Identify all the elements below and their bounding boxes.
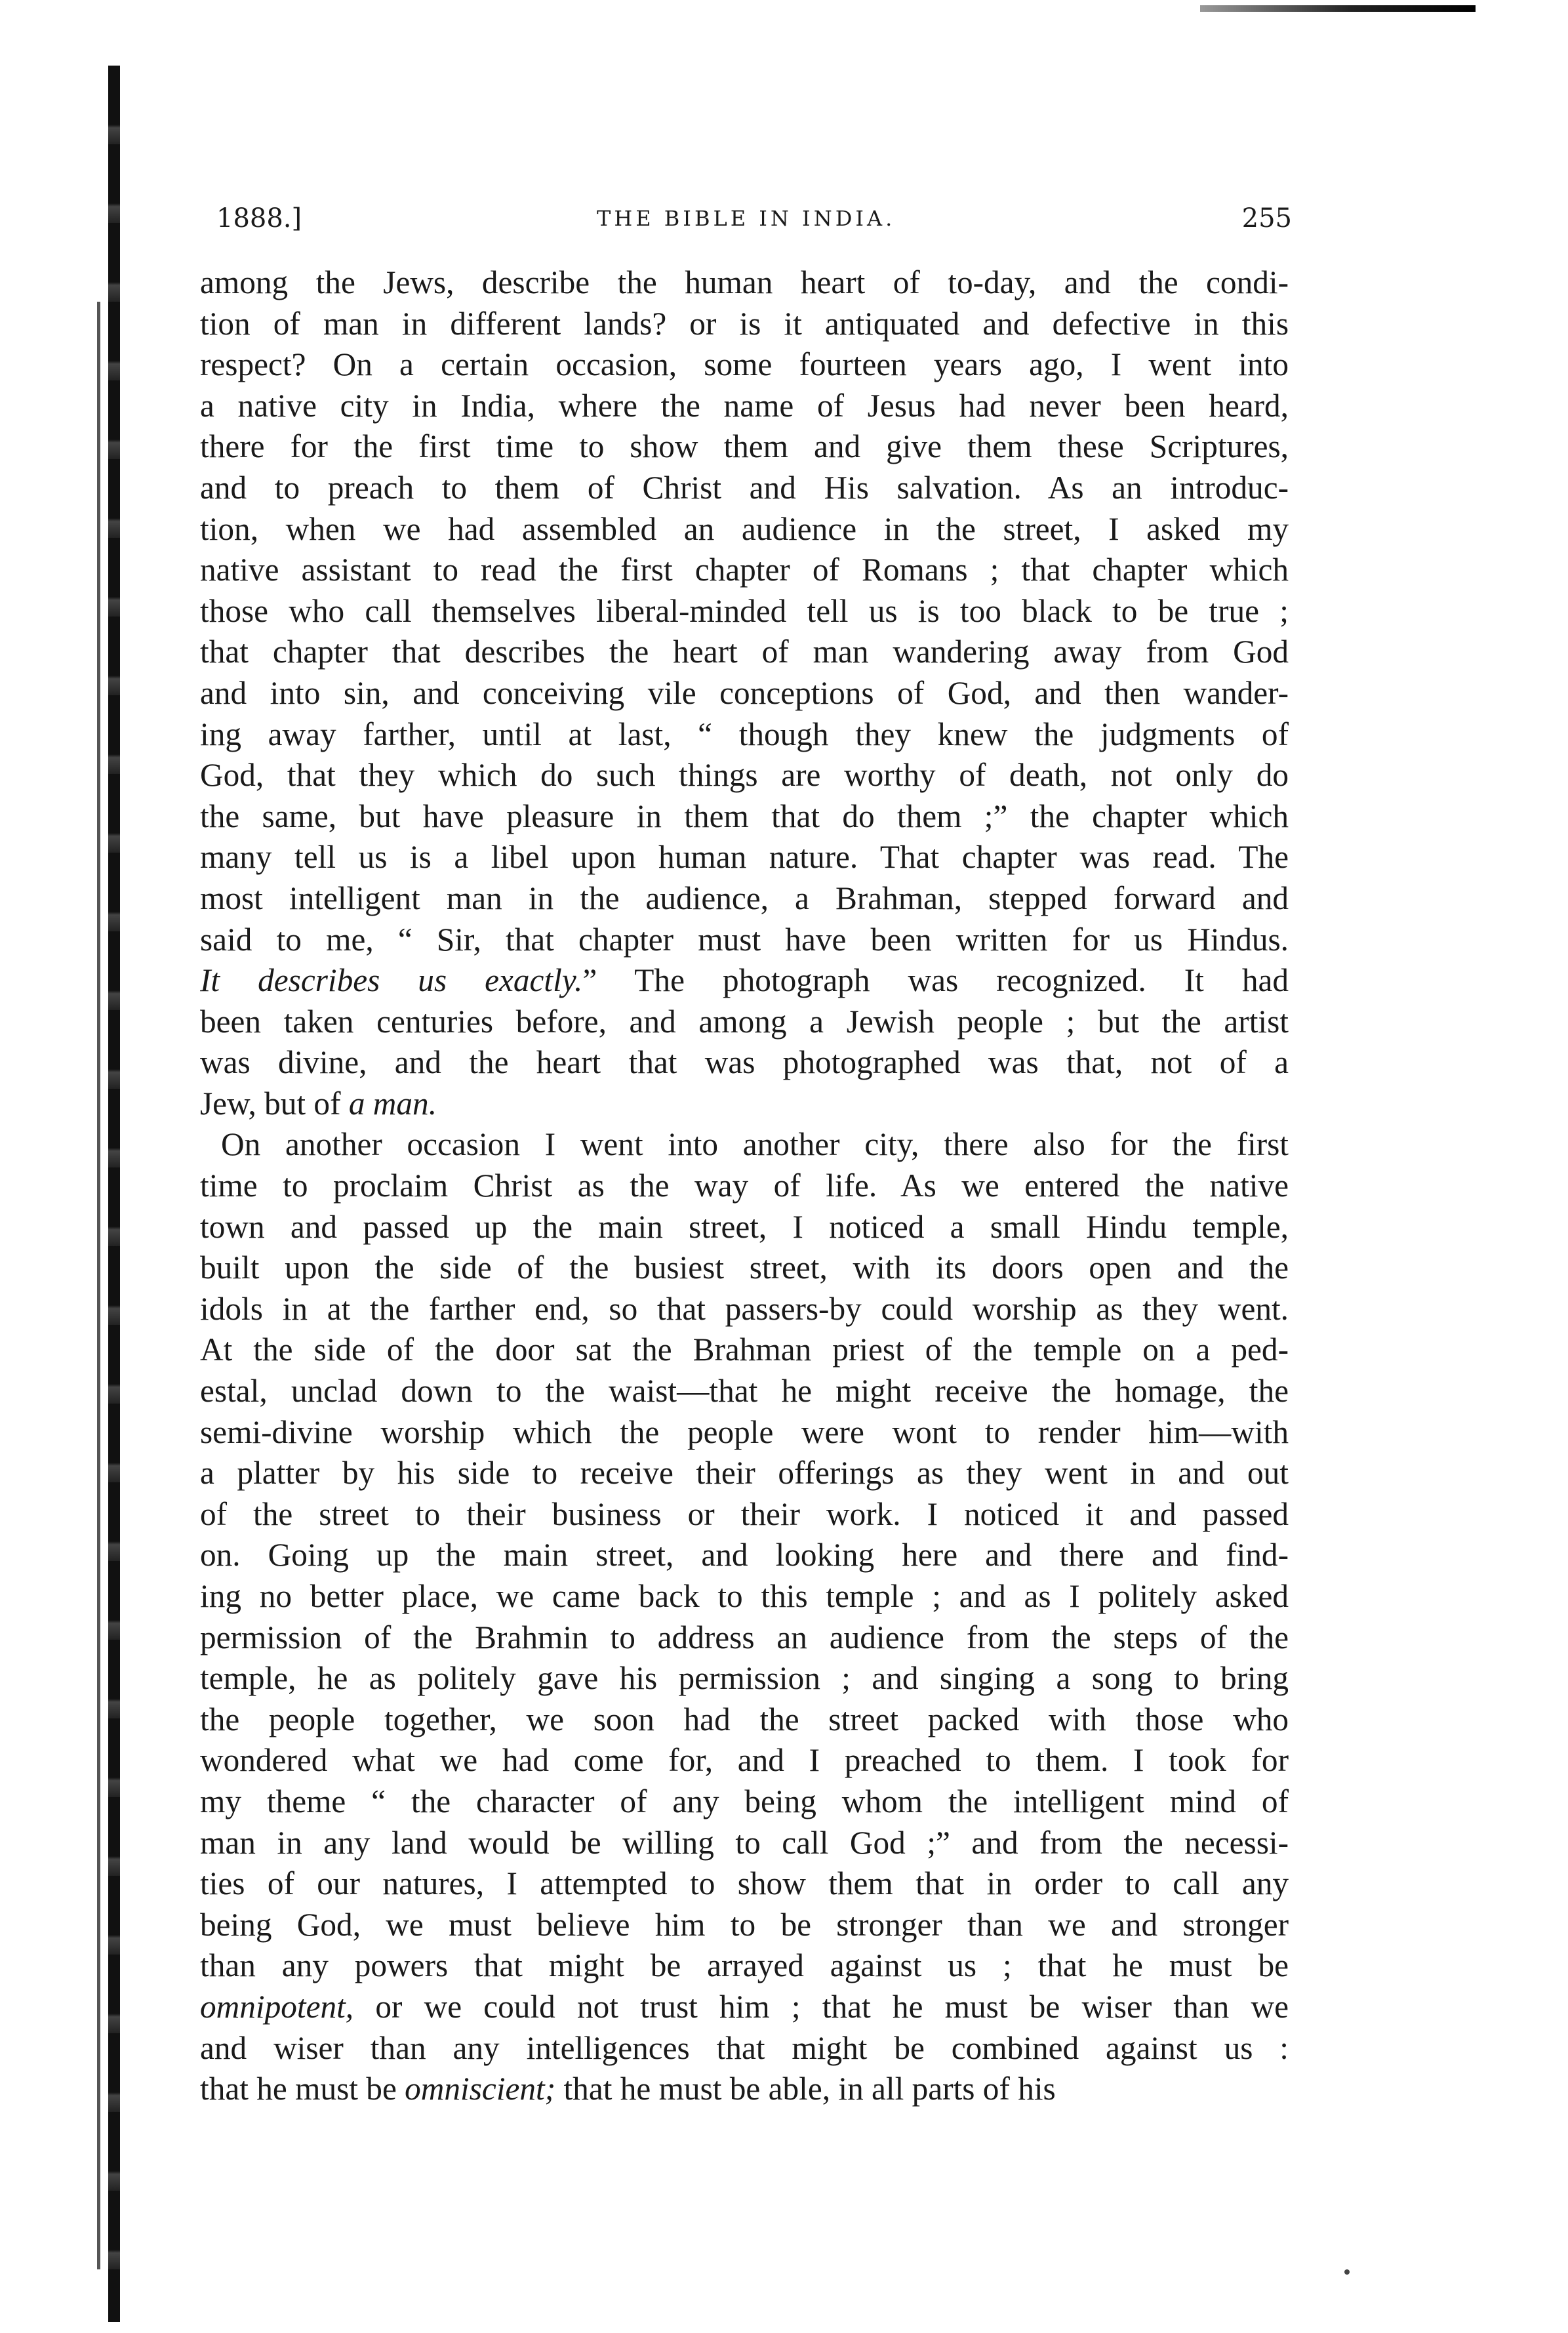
binding-edge bbox=[108, 66, 120, 2322]
text-line: ing no better place, we came back to this temple ; and as I politely asked bbox=[200, 1578, 1289, 1614]
text-line: said to me, “ Sir, that chapter must have been written for us Hindus. bbox=[200, 921, 1289, 958]
text-line: wondered what we had come for, and I preached to them. I took for bbox=[200, 1742, 1289, 1779]
body-text bbox=[200, 262, 1289, 2110]
text-line: and into sin, and conceiving vile conceptions of God, and then wander- bbox=[200, 674, 1289, 711]
emphasis: It describes us exactly. bbox=[200, 962, 583, 999]
emphasis: a man. bbox=[348, 1085, 437, 1122]
text-line: It describes us exactly.” The photograph was recognized. It had bbox=[200, 962, 1289, 999]
text-line: and to preach to them of Christ and His salvation. As an introduc- bbox=[200, 469, 1289, 506]
text-line: God, that they which do such things are worthy of death, not only do bbox=[200, 757, 1289, 794]
text-line: of the street to their business or their work. I noticed it and passed bbox=[200, 1495, 1289, 1532]
text-line: that he must be omniscient; that he must be able, in all parts of his bbox=[200, 2071, 1056, 2107]
text-line: respect? On a certain occasion, some fourteen years ago, I went into bbox=[200, 346, 1289, 383]
scan-speck bbox=[1344, 2269, 1350, 2275]
text-line: At the side of the door sat the Brahman priest of the temple on a ped- bbox=[200, 1331, 1289, 1368]
text-line: there for the first time to show them and give them these Scriptures, bbox=[200, 428, 1289, 465]
text-line: many tell us is a libel upon human nature. That chapter was read. The bbox=[200, 839, 1289, 876]
text-line: the people together, we soon had the street packed with those who bbox=[200, 1701, 1289, 1737]
text-line: permission of the Brahmin to address an audience from the steps of the bbox=[200, 1619, 1289, 1655]
text-line: a native city in India, where the name of Jesus had never been heard, bbox=[200, 387, 1289, 424]
text-line: estal, unclad down to the waist—that he might receive the homage, the bbox=[200, 1373, 1289, 1410]
text-line: my theme “ the character of any being whom the intelligent mind of bbox=[200, 1783, 1289, 1819]
text-line: built upon the side of the busiest street, with its doors open and the bbox=[200, 1249, 1289, 1286]
text-line: on. Going up the main street, and looking here and there and find- bbox=[200, 1537, 1289, 1573]
text-line: On another occasion I went into another city, there also for the first bbox=[221, 1126, 1289, 1163]
top-rule bbox=[1200, 5, 1476, 12]
text-line: temple, he as politely gave his permission ; and singing a song to bring bbox=[200, 1660, 1289, 1697]
text-line: tion of man in different lands? or is it antiquated and defective in this bbox=[200, 305, 1289, 342]
text-line: a platter by his side to receive their offerings as they went in and out bbox=[200, 1455, 1289, 1491]
text-line: idols in at the farther end, so that passers-by could worship as they went. bbox=[200, 1290, 1289, 1327]
text-line: semi-divine worship which the people were wont to render him—with bbox=[200, 1413, 1289, 1450]
header-year: 1888.] bbox=[216, 203, 302, 233]
text-line: the same, but have pleasure in them that do them ;” the chapter which bbox=[200, 798, 1289, 834]
emphasis: omniscient; bbox=[405, 2071, 556, 2107]
text-line: ing away farther, until at last, “ though they knew the judgments of bbox=[200, 716, 1289, 752]
text-line: time to proclaim Christ as the way of life. As we entered the native bbox=[200, 1167, 1289, 1204]
running-title: THE BIBLE IN INDIA. bbox=[597, 206, 896, 231]
text-line: that chapter that describes the heart of man wandering away from God bbox=[200, 634, 1289, 670]
text-line: been taken centuries before, and among a Jewish people ; but the artist bbox=[200, 1003, 1289, 1040]
text-line: man in any land would be willing to call God ;” and from the necessi- bbox=[200, 1824, 1289, 1861]
text-line: tion, when we had assembled an audience in the street, I asked my bbox=[200, 510, 1289, 547]
text-line: ties of our natures, I attempted to show them that in order to call any bbox=[200, 1865, 1289, 1902]
text-line: among the Jews, describe the human heart of to-day, and the condi- bbox=[200, 264, 1289, 300]
text-line: those who call themselves liberal-minded tell us is too black to be true ; bbox=[200, 592, 1289, 629]
emphasis: omnipotent, bbox=[200, 1988, 354, 2025]
running-header bbox=[216, 203, 1292, 243]
text-line: and wiser than any intelligences that might be combined against us : bbox=[200, 2029, 1289, 2066]
text-line: being God, we must believe him to be stronger than we and stronger bbox=[200, 1906, 1289, 1943]
binding-shadow bbox=[97, 302, 100, 2269]
text-line: native assistant to read the first chapter of Romans ; that chapter which bbox=[200, 552, 1289, 588]
text-line: omnipotent, or we could not trust him ; that he must be wiser than we bbox=[200, 1988, 1289, 2025]
text-line: than any powers that might be arrayed against us ; that he must be bbox=[200, 1947, 1289, 1984]
text-line: was divine, and the heart that was photographed was that, not of a bbox=[200, 1044, 1289, 1081]
text-line: most intelligent man in the audience, a Brahman, stepped forward and bbox=[200, 880, 1289, 916]
page-number: 255 bbox=[1241, 203, 1292, 233]
text-line: town and passed up the main street, I noticed a small Hindu temple, bbox=[200, 1208, 1289, 1245]
text-line: Jew, but of a man. bbox=[200, 1085, 437, 1122]
